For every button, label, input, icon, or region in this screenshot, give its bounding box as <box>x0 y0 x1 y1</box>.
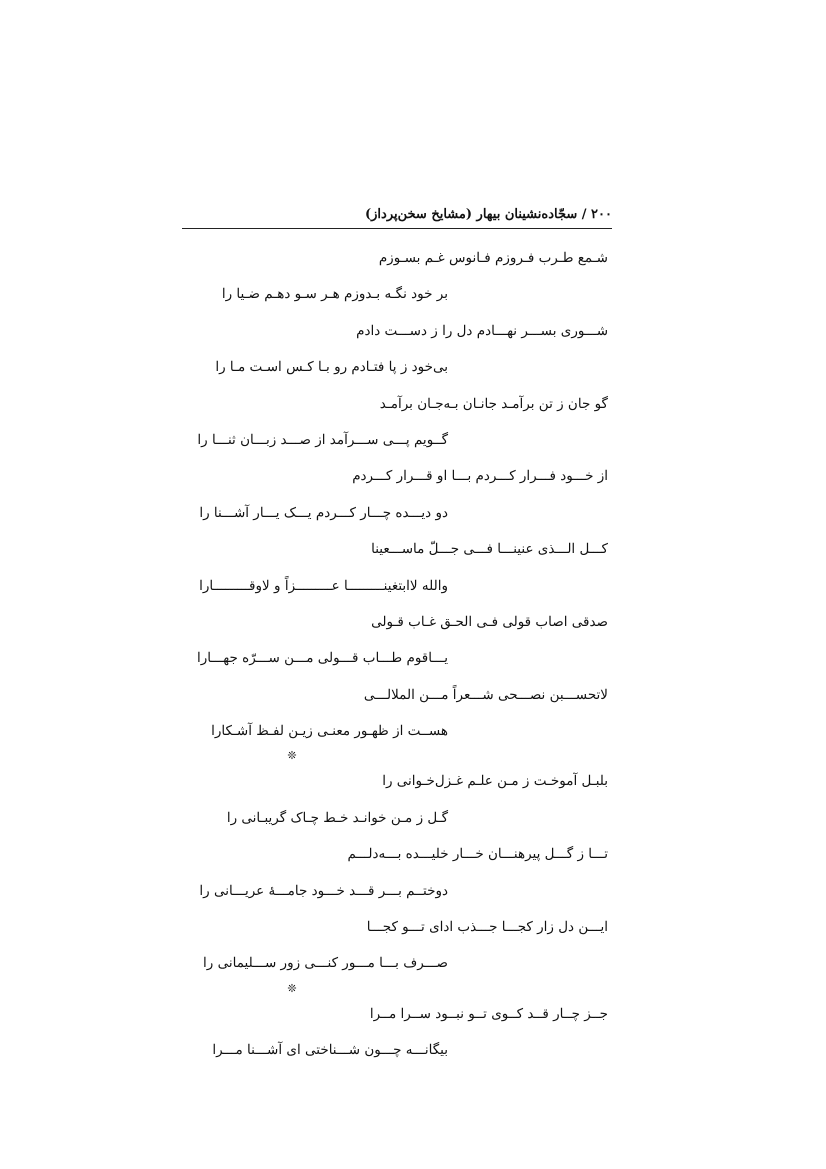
verse-line: بلبـل آموخـت ز مـن علـم غـزل‌خـوانی را <box>382 773 608 790</box>
section-separator: ❊ <box>287 981 297 995</box>
verse-line: شـمع طـرب فـروزم فـانوس غـم بسـوزم <box>378 250 608 266</box>
verse-line: کـــل الـــذی عنینـــا فـــی جـــلّ ماســـعینا <box>371 541 608 558</box>
verse-line: گـل ز مـن خوانـد خـط چـاک گریبـانی را <box>226 809 448 826</box>
verse-line: دوختــم بـــر قـــد خـــود جامـــهٔ عریـــانی را <box>199 882 448 899</box>
verse-line: از خـــود فـــرار کـــردم بـــا او قـــرار کـــردم <box>352 468 608 485</box>
verse-line: شـــوری بســـر نهـــادم دل را ز دســـت دادم <box>356 322 608 339</box>
verse-line: صـــرف بـــا مـــور کنـــی زور ســـلیمانی را <box>203 955 448 972</box>
verse-line: بر خود نگـه بـدوزم هـر سـو دهـم ضـیا را <box>221 286 448 303</box>
verse-line: گــویم پـــی ســـرآمد از صـــد زبـــان ثنـــا را <box>197 431 448 448</box>
verse-line: بی‌خود ز پا فتـادم رو بـا کـس اسـت مـا را <box>215 359 448 376</box>
verse-line: یـــاقوم طـــاب قـــولی مـــن ســـرّه جهـــارا <box>197 650 448 667</box>
verse-line: تـــا ز گـــل پیرهنـــان خـــار خلیـــده بـــه‌دلـــم <box>347 846 608 863</box>
poem-body <box>182 240 612 1069</box>
verse-line: هســت از ظهـور معنـی زیـن لفـظ آشـکارا <box>211 723 448 740</box>
section-separator: ❊ <box>287 749 297 763</box>
verse-line: دو دیـــده چـــار کـــردم یـــک یـــار آشـــنا را <box>199 504 448 521</box>
running-header: ۲۰۰ / سجّاده‌نشینان بیهار (مشایخ سخن‌پرداز) <box>182 204 612 229</box>
verse-line: ایـــن دل زار کجـــا جـــذب ادای تـــو کجـــا <box>366 919 608 936</box>
verse-line: لاتحســـبن نصـــحی شـــعراً مـــن الملالـــی <box>363 686 608 703</box>
verse-line: والله لاابتغینـــــــــا عـــــــــزاً و لاوقـــــــــارا <box>199 577 448 594</box>
verse-line: صدقی اصاب قولی فـی الحـق غـاب قـولی <box>371 613 608 630</box>
verse-line: جــز چــار قــد کــوی تــو نبــود ســرا مــرا <box>369 1005 608 1022</box>
verse-line: بیگانـــه چـــون شـــناختی ای آشـــنا مـــرا <box>212 1042 448 1059</box>
verse-line: گو جان ز تن برآمـد جانـان بـه‌جـان برآمـد <box>379 395 608 412</box>
